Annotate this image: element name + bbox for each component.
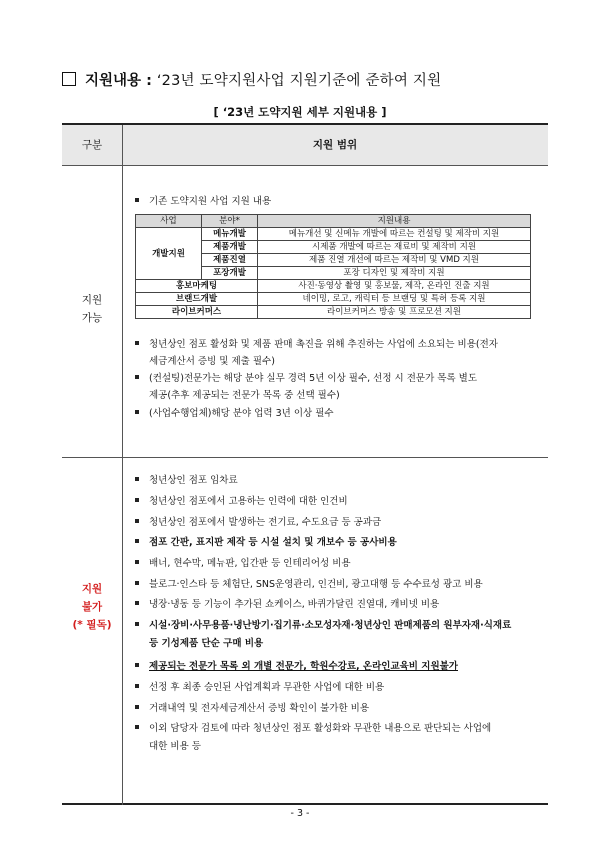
bullet-icon [135,622,139,626]
list-item [135,406,334,421]
group-cell: 개발지원 [136,228,202,280]
detail-header-row [136,215,531,228]
biz-cell: 브랜드개발 [136,293,258,306]
bullet-icon [135,705,139,709]
bullet-text: 기존 도약지원 사업 지원 내용 [149,196,272,207]
list-item [135,721,491,736]
bullet-text: 등 기성제품 단순 구매 비용 [149,638,264,649]
table-row [136,280,531,293]
heading-text: ‘23년 도약지원사업 지원기준에 준하여 지원 [156,72,442,89]
list-item-continuation [149,388,340,403]
bullet-text: 점포 간판, 표지판 제작 등 시설 설치 및 개보수 등 공사비용 [149,537,397,548]
detail-header-cell: 분야* [202,215,258,228]
bullet-text: 시설·장비·사무용품·냉난방기·집기류·소모성자재·청년상인 판매제품의 원부자재·식재료 [149,620,512,631]
content-cell: 메뉴개선 및 신메뉴 개발에 따르는 컨설팅 및 제작비 지원 [258,228,531,241]
row-divider [62,457,548,458]
list-item [135,194,271,209]
bullet-text: 대한 비용 등 [149,741,201,752]
content-cell: 포장 디자인 및 제작비 지원 [258,267,531,280]
bullet-text: 이외 담당자 검토에 따라 청년상인 점포 활성화와 무관한 내용으로 판단되는 사업에 [149,723,492,734]
biz-cell: 홍보마케팅 [136,280,258,293]
excluded-label-line: 지원 [81,583,103,595]
bullet-icon [135,341,139,345]
list-item [135,473,238,488]
content-cell: 시제품 개발에 따르는 재료비 및 제작비 지원 [258,241,531,254]
list-item-continuation [149,739,201,754]
content-cell: 라이브커머스 방송 및 프로모션 지원 [258,306,531,319]
list-item [135,337,498,352]
content-cell: 제품 진열 개선에 따르는 제작비 및 VMD 지원 [258,254,531,267]
field-cell: 포장개발 [202,267,258,280]
page-number: - 3 - [290,808,310,819]
bullet-icon [135,560,139,564]
content-cell: 사진·동영상 촬영 및 홍보물, 제작, 온라인 진출 지원 [258,280,531,293]
header-category: 구분 [81,139,103,151]
excluded-label-line: (* 필독) [72,619,112,631]
bullet-icon [135,498,139,502]
list-item-continuation [149,636,263,651]
allowed-label-line: 지원 [81,294,103,306]
checkbox-square-icon [62,72,76,86]
section-heading [62,67,542,91]
content-cell: 네이밍, 로고, 캐릭터 등 브랜딩 및 특허 등록 지원 [258,293,531,306]
bullet-icon [135,519,139,523]
table-header [62,125,548,166]
detail-header-cell: 지원내용 [258,215,531,228]
list-item [135,618,511,633]
bullet-text: 청년상인 점포에서 발생하는 전기료, 수도요금 등 공과금 [149,517,382,528]
bullet-text: (사업수행업체)해당 분야 업력 3년 이상 필수 [149,408,334,419]
list-item [135,535,397,550]
table-row [136,293,531,306]
bullet-text: 세금계산서 증빙 및 제출 필수) [149,356,275,367]
list-item [135,556,351,571]
bullet-text: 청년상인 점포 임차료 [149,475,238,486]
detail-header-cell: 사업 [136,215,202,228]
bullet-text: 청년상인 점포 활성화 및 제품 판매 촉진을 위해 추진하는 사업에 소요되는 비용(전자 [149,339,498,350]
bullet-icon [135,581,139,585]
list-item [135,680,384,695]
bullet-text: 선정 후 최종 승인된 사업계획과 무관한 사업에 대한 비용 [149,682,385,693]
table-row [136,228,531,241]
bullet-icon [135,601,139,605]
detail-table [135,214,531,319]
field-cell: 제품개발 [202,241,258,254]
list-item [135,515,381,530]
bullet-text: 냉장·냉동 등 기능이 추가된 쇼케이스, 바퀴가달린 진열대, 캐비넷 비용 [149,599,440,610]
biz-cell: 라이브커머스 [136,306,258,319]
list-item [135,371,477,386]
bullet-icon [135,663,139,667]
table-caption: [ ‘23년 도약지원 세부 지원내용 ] [213,105,387,119]
column-divider [122,125,123,805]
list-item [135,494,348,509]
bullet-text: 거래내역 및 전자세금계산서 증빙 확인이 불가한 비용 [149,703,370,714]
bullet-icon [135,684,139,688]
table-row [136,306,531,319]
bullet-icon [135,477,139,481]
bullet-text: 청년상인 점포에서 고용하는 인력에 대한 인건비 [149,496,348,507]
header-scope: 지원 범위 [312,139,358,151]
bullet-icon [135,539,139,543]
heading-label: 지원내용 : [85,72,152,89]
list-item [135,577,483,592]
allowed-label-line: 가능 [81,312,103,324]
bullet-text: (컨설팅)전문가는 해당 분야 실무 경력 5년 이상 필수, 선정 시 전문가 목록 별도 [149,373,478,384]
list-item [135,597,439,612]
list-item-continuation [149,354,275,369]
list-item [135,701,369,716]
bullet-icon [135,410,139,414]
bullet-text: 블로그·인스타 등 체험단, SNS운영관리, 인건비, 광고대행 등 수수료성 광고 비용 [149,579,483,590]
excluded-label [62,580,122,634]
bullet-icon [135,375,139,379]
allowed-label [62,291,122,327]
field-cell: 제품진열 [202,254,258,267]
field-cell: 메뉴개발 [202,228,258,241]
bullet-text: 제공(추후 제공되는 전문가 목록 중 선택 필수) [149,390,340,401]
bullet-text: 배너, 현수막, 메뉴판, 입간판 등 인테리어성 비용 [149,558,351,569]
bullet-icon [135,198,139,202]
bullet-icon [135,725,139,729]
support-table [62,123,548,805]
bullet-text: 제공되는 전문가 목록 외 개별 전문가, 학원수강료, 온라인교육비 지원불가 [149,661,458,672]
list-item [135,659,458,674]
excluded-label-line: 불가 [81,601,103,613]
